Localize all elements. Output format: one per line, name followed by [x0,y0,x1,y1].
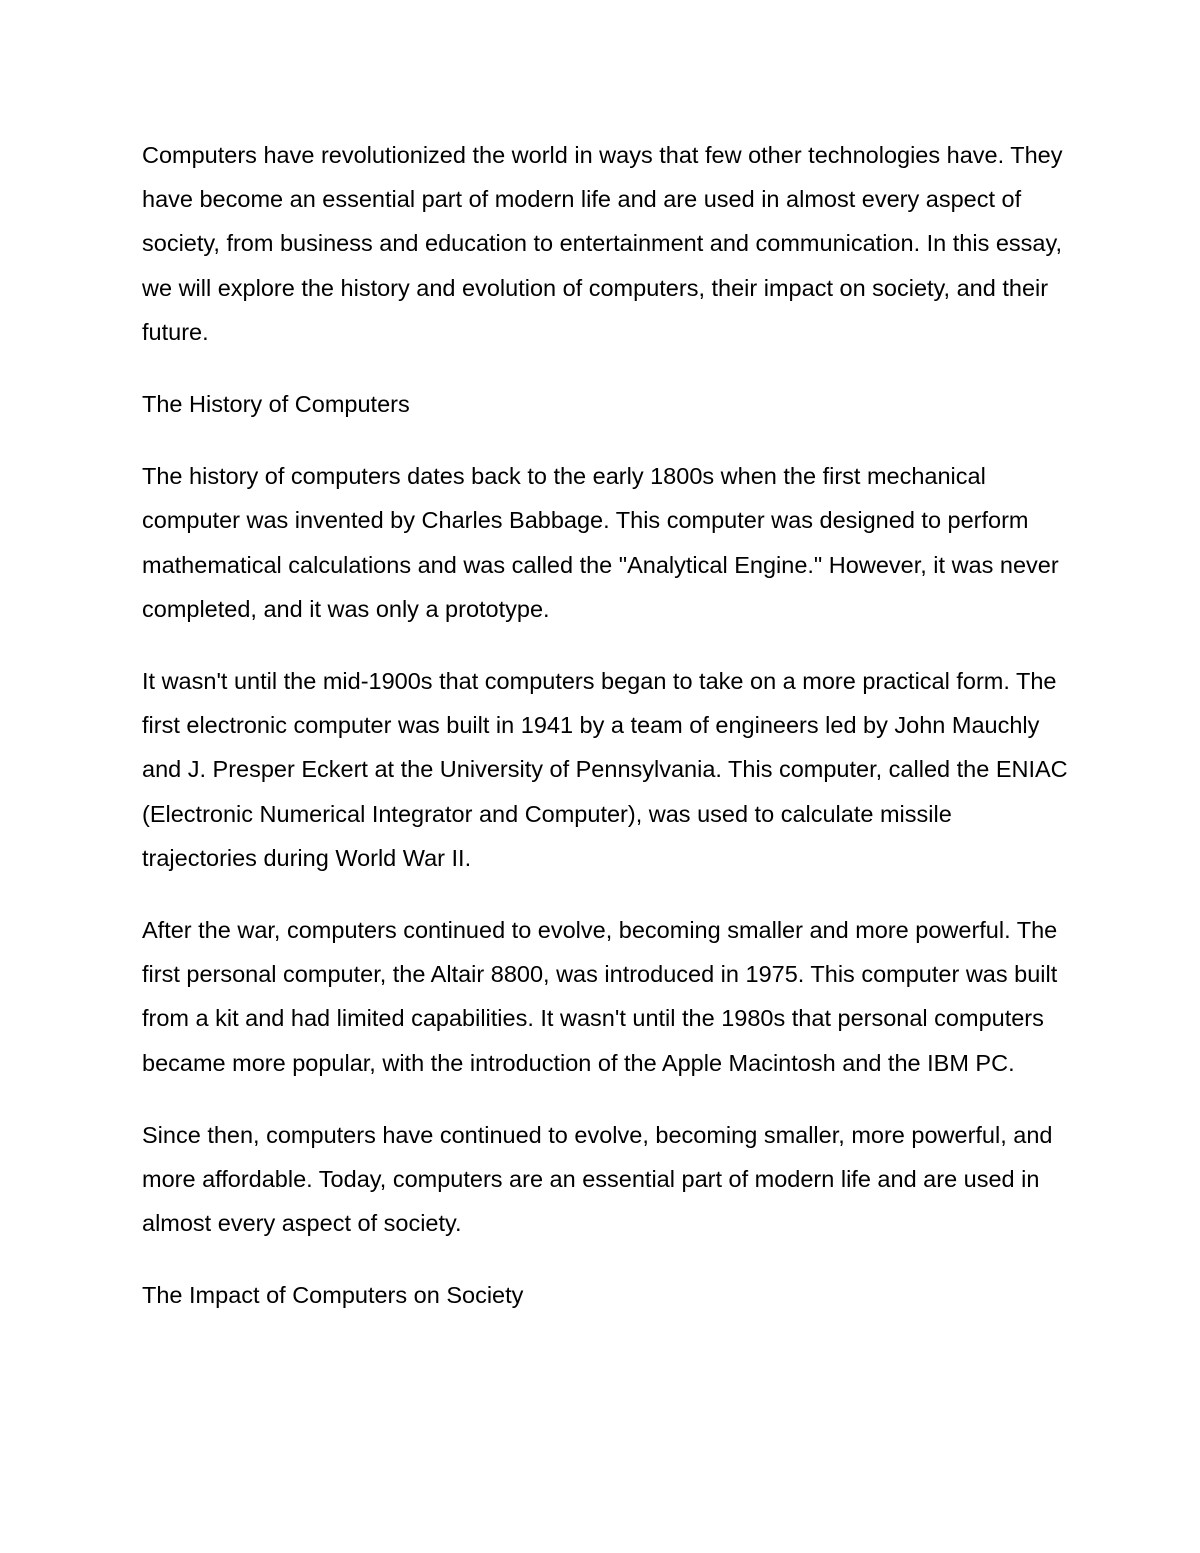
history-paragraph-babbage: The history of computers dates back to the early 1800s when the first mechanical computer was invented by Charles Babbage. This computer was designed to perform mathematical calculations and was called the "Analytical Engine." However, it was never completed, and it was only a prototype. [142,463,1059,622]
history-paragraph-personal-computers: After the war, computers continued to evolve, becoming smaller and more powerful. The first personal computer, the Altair 8800, was introduced in 1975. This computer was built from a kit and had limited capabilities. It wasn't until the 1980s that personal computers became more popular, with the introduction of the Apple Macintosh and the IBM PC. [142,917,1058,1076]
section-heading-impact: The Impact of Computers on Society [142,1282,524,1309]
history-paragraph-eniac: It wasn't until the mid-1900s that computers began to take on a more practical form. The first electronic computer was built in 1941 by a team of engineers led by John Mauchly and J. Presper Eckert at the University of Pennsylvania. This computer, called the ENIAC (Electronic Numerical Integrator and Computer), was used to calculate missile trajectories during World War II. [142,668,1068,871]
history-paragraph-today: Since then, computers have continued to evolve, becoming smaller, more powerful, and more affordable. Today, computers are an essential part of modern life and are used in almost every aspect of society. [142,1121,1053,1237]
section-heading-history: The History of Computers [142,391,410,418]
document-body [142,133,1072,1346]
intro-paragraph: Computers have revolutionized the world in ways that few other technologies have. They have become an essential part of modern life and are used in almost every aspect of society, from business and education to entertainment and communication. In this essay, we will explore the history and evolution of computers, their impact on society, and their future. [142,142,1063,345]
